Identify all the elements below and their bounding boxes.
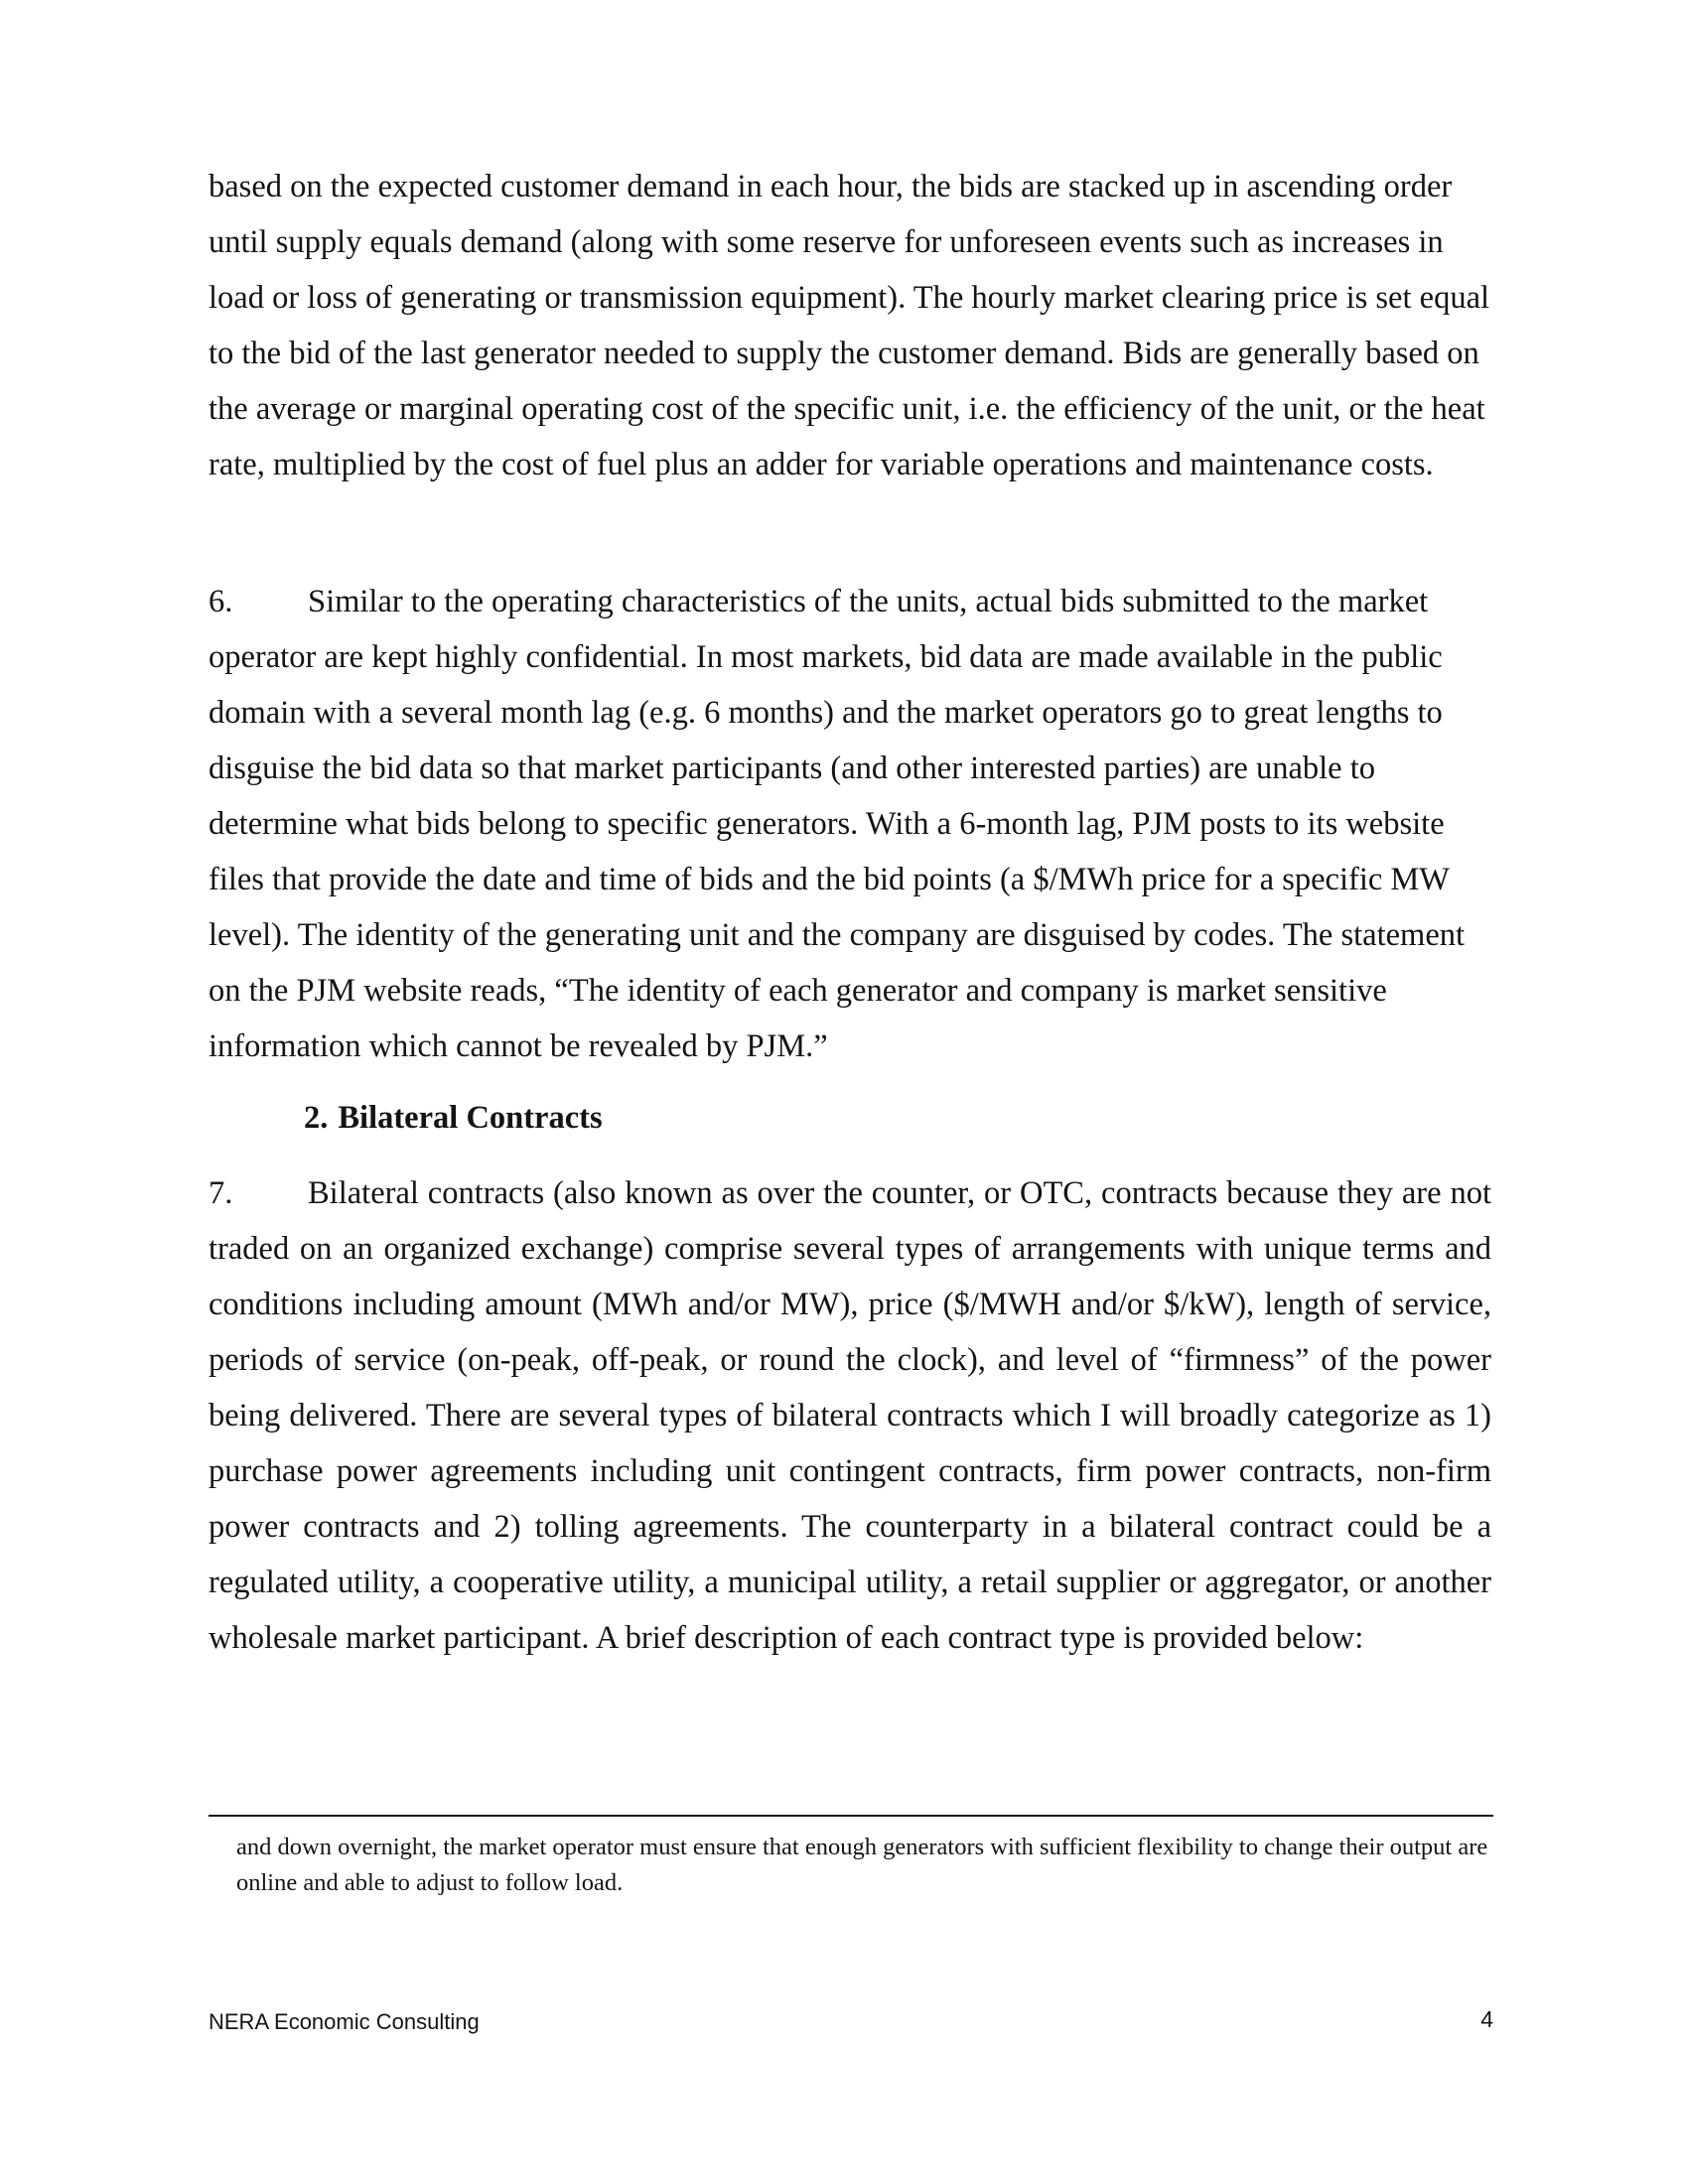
paragraph-continuation: based on the expected customer demand in each hour, the bids are stacked up in ascending order until supply equals demand (along with some reserve for unforeseen events such as increases in load or loss of generating or transmission equipment). The hourly market clearing price is set equal to the bid of the last generator needed to supply the customer demand. Bids are generally based on the average or marginal operating cost of the specific unit, i.e. the efficiency of the unit, or the heat rate, multiplied by the cost of fuel plus an adder for variable operations and maintenance costs. [209,169,1490,482]
section-title: Bilateral Contracts [338,1100,603,1136]
paragraph-7 [209,1165,1491,1666]
paragraph-number: 6. [209,584,233,619]
paragraph-6 [209,574,1491,1074]
footnote-text: and down overnight, the market operator must ensure that enough generators with sufficient flexibility to change their output are online and able to adjust to follow load. [236,1834,1488,1896]
section-number: 2. [304,1100,329,1136]
paragraph-text: Bilateral contracts (also known as over the counter, or OTC, contracts because they are not traded on an organized exchange) comprise several types of arrangements with unique terms and conditions including amount (MWh and/or MW), price ($/MWH and/or $/kW), length of service, periods of service (on-peak, off-peak, or round the clock), and level of “firmness” of the power being delivered. There are several types of bilateral contracts which I will broadly categorize as 1) purchase power agreements including unit contingent contracts, firm power contracts, non-firm power contracts and 2) tolling agreements. The counterparty in a bilateral contract could be a regulated utility, a cooperative utility, a municipal utility, a retail supplier or aggregator, or another wholesale market participant. A brief description of each contract type is provided below: [209,1175,1491,1656]
page-number: 4 [1480,2006,1493,2032]
section-heading [304,1090,603,1146]
paragraph-text: Similar to the operating characteristics of the units, actual bids submitted to the market operator are kept highly confidential. In most markets, bid data are made available in the public domain with a several month lag (e.g. 6 months) and the market operators go to great lengths to disguise the bid data so that market participants (and other interested parties) are unable to determine what bids belong to specific generators. With a 6-month lag, PJM posts to its website files that provide the date and time of bids and the bid points (a $/MWh price for a specific MW level). The identity of the generating unit and the company are disguised by codes. The statement on the PJM website reads, “The identity of each generator and company is market sensitive information which cannot be revealed by PJM.” [209,584,1466,1064]
footnote-divider [209,1815,1493,1817]
paragraph-number: 7. [209,1175,233,1211]
footer-firm-name: NERA Economic Consulting [209,2009,480,2034]
